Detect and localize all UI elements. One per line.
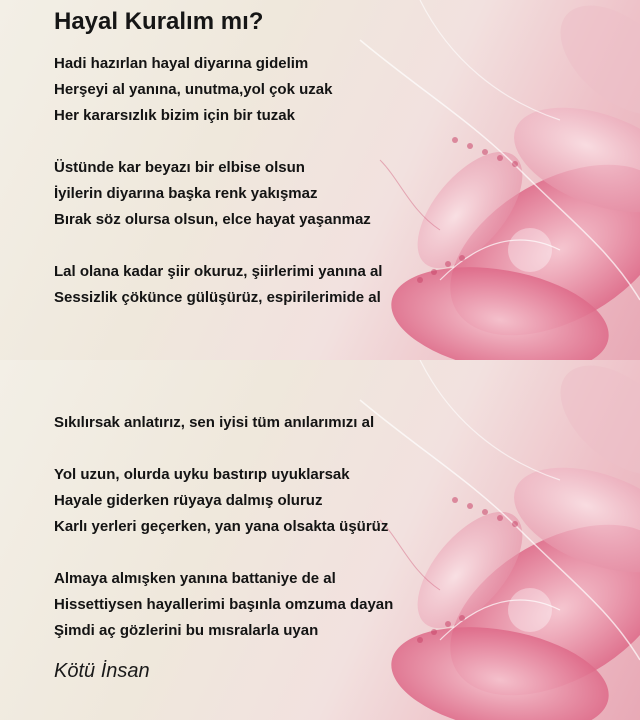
poem-line: Lal olana kadar şiir okuruz, şiirlerimi yanına al	[54, 263, 383, 280]
poem-line: Sessizlik çökünce gülüşürüz, espirilerimide al	[54, 289, 381, 306]
poem-line: Sıkılırsak anlatırız, sen iyisi tüm anılarımızı al	[54, 414, 375, 431]
poem-line: Hayale giderken rüyaya dalmış oluruz	[54, 492, 323, 509]
poem-author: Kötü İnsan	[54, 660, 150, 682]
poem-line: Almaya almışken yanına battaniye de al	[54, 570, 336, 587]
poem-line: Bırak söz olursa olsun, elce hayat yaşanmaz	[54, 211, 371, 228]
poem-line: Hissettiysen hayallerimi başınla omzuma dayan	[54, 596, 394, 613]
poem-line: Karlı yerleri geçerken, yan yana olsakta üşürüz	[54, 518, 389, 535]
poem-line: Şimdi aç gözlerini bu mısralarla uyan	[54, 622, 319, 639]
poem-line: Üstünde kar beyazı bir elbise olsun	[54, 159, 305, 176]
poem-title: Hayal Kuralım mı?	[54, 8, 264, 35]
poem-line: Herşeyi al yanına, unutma,yol çok uzak	[54, 81, 333, 98]
poem-line: Hadi hazırlan hayal diyarına gidelim	[54, 55, 309, 72]
poem-line: Her kararsızlık bizim için bir tuzak	[54, 107, 295, 124]
poem-line: Yol uzun, olurda uyku bastırıp uyuklarsak	[54, 466, 350, 483]
poem-line: İyilerin diyarına başka renk yakışmaz	[54, 185, 318, 202]
